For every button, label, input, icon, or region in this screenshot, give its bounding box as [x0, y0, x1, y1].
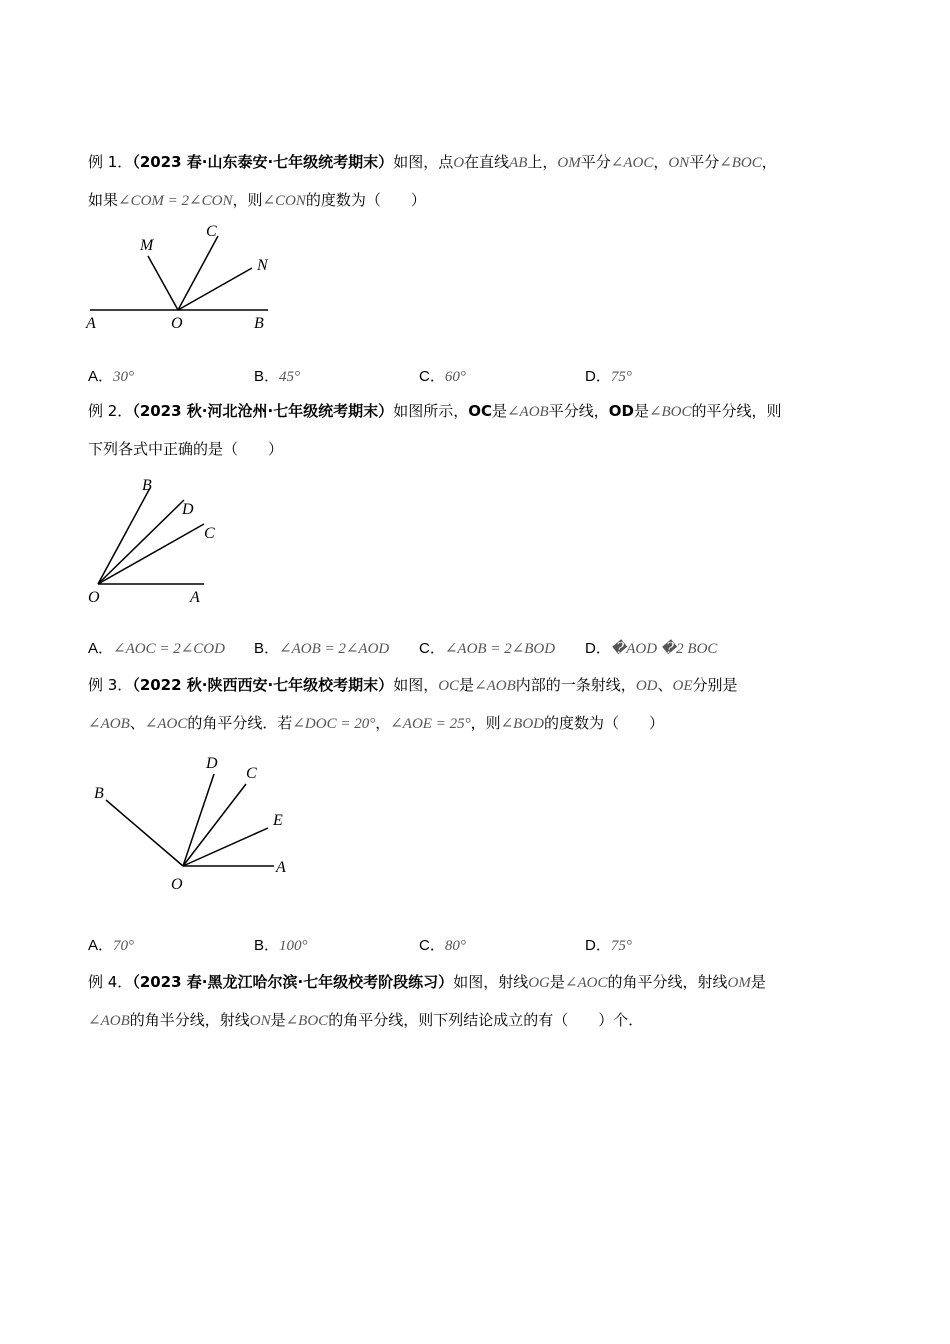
q2-label-O: O [88, 589, 100, 606]
q2-option-a: A．∠AOC = 2∠COD [88, 640, 225, 657]
q2-option-d: D．�AOD �2 BOC [585, 640, 718, 657]
q1-option-d: D．75° [585, 368, 632, 385]
q1-ray-OM [148, 256, 178, 310]
q2-figure [80, 470, 230, 610]
q3-ray-OE [183, 828, 268, 866]
q1-label-M: M [140, 237, 154, 254]
q1-option-b: B．45° [254, 368, 301, 385]
q2-label: 例 2． [88, 402, 133, 420]
q2-line2: 下列各式中正确的是（ ） [88, 440, 284, 458]
q1-label-B: B [254, 315, 264, 332]
q3-option-c: C．80° [419, 937, 466, 954]
q3-ray-OB [106, 800, 183, 866]
q3-label: 例 3． [88, 676, 133, 694]
q3-line2: ∠AOB、∠AOC的角平分线．若∠DOC = 20°，∠AOE = 25°，则∠BOD的度数为（ ） [88, 714, 665, 732]
q1-line1: 例 1．（2023 春·山东泰安·七年级统考期末）如图，点O在直线AB上，OM平分∠AOC，ON平分∠BOC， [88, 153, 777, 171]
q3-line1: 例 3．（2022 秋·陕西西安·七年级校考期末）如图，OC是∠AOB内部的一条射线，OD、OE分别是 [88, 676, 738, 694]
q3-option-d: D．75° [585, 937, 632, 954]
q3-label-O: O [171, 876, 183, 893]
q2-label-C: C [204, 525, 215, 542]
q3-label-A: A [276, 859, 286, 876]
q2-label-A: A [190, 589, 200, 606]
q3-label-B: B [94, 785, 104, 802]
q1-label-N: N [257, 257, 268, 274]
q4-source: （2023 春·黑龙江哈尔滨·七年级校考阶段练习） [132, 973, 454, 991]
q1-option-a: A．30° [88, 368, 135, 385]
q1-label-A: A [86, 315, 96, 332]
q3-label-C: C [246, 765, 257, 782]
q3-label-E: E [273, 812, 283, 829]
q4-line2: ∠AOB的角半分线，射线ON是∠BOC的角平分线，则下列结论成立的有（ ）个． [88, 1011, 644, 1029]
q4-line1: 例 4．（2023 春·黑龙江哈尔滨·七年级校考阶段练习）如图，射线OG是∠AOC的角平分线，射线OM是 [88, 973, 766, 991]
q1-figure [80, 218, 290, 338]
q3-ray-OD [183, 774, 214, 866]
q1-label-C: C [206, 223, 217, 240]
q3-figure [80, 746, 300, 896]
q3-option-b: B．100° [254, 937, 308, 954]
q2-option-b: B．∠AOB = 2∠AOD [254, 640, 390, 657]
q2-label-B: B [142, 477, 152, 494]
q3-source: （2022 秋·陕西西安·七年级校考期末） [132, 676, 394, 694]
q1-source: （2023 春·山东泰安·七年级统考期末） [132, 153, 394, 171]
q1-label: 例 1． [88, 153, 133, 171]
q1-option-c: C．60° [419, 368, 466, 385]
q1-label-O: O [171, 315, 183, 332]
q3-label-D: D [206, 755, 218, 772]
q2-line1: 例 2．（2023 秋·河北沧州·七年级统考期末）如图所示，OC是∠AOB平分线，OD是∠BOC的平分线，则 [88, 402, 782, 420]
q1-line2: 如果∠COM = 2∠CON，则∠CON的度数为（ ） [88, 191, 426, 209]
q2-label-D: D [182, 501, 194, 518]
q3-ray-OC [183, 784, 246, 866]
q2-source: （2023 秋·河北沧州·七年级统考期末） [132, 402, 394, 420]
q2-option-c: C．∠AOB = 2∠BOD [419, 640, 556, 657]
q4-label: 例 4． [88, 973, 133, 991]
q3-option-a: A．70° [88, 937, 135, 954]
